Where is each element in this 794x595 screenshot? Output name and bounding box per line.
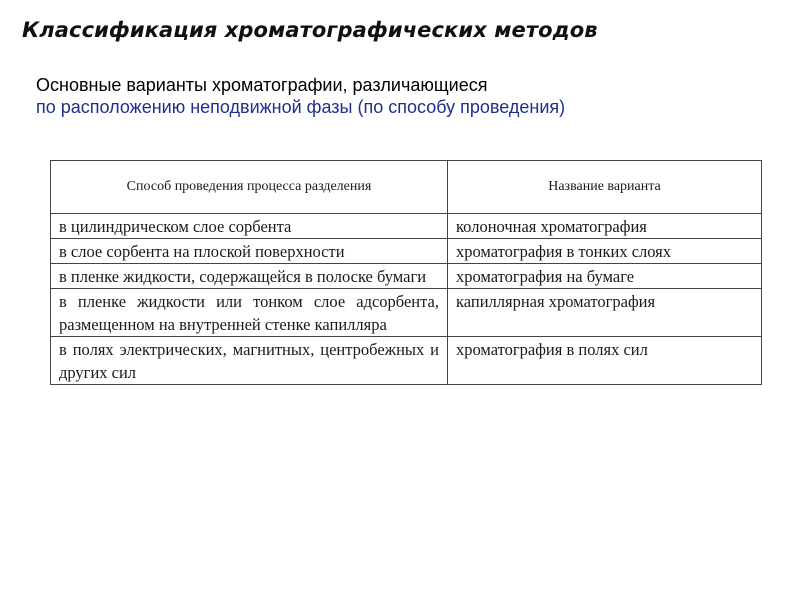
page-title: Классификация хроматографических методов	[22, 18, 598, 42]
subtitle-line-2: по расположению неподвижной фазы (по способу проведения)	[36, 97, 566, 117]
table-header-row	[51, 161, 762, 214]
table-row	[51, 239, 762, 264]
method-cell: в пленке жидкости или тонком слое адсорбента, размещенном на внутренней стенке капилляра	[51, 289, 448, 337]
table-row	[51, 264, 762, 289]
method-cell: в цилиндрическом слое сорбента	[51, 214, 448, 239]
method-cell: в пленке жидкости, содержащейся в полоске бумаги	[51, 264, 448, 289]
table-row	[51, 337, 762, 385]
method-cell: в полях электрических, магнитных, центробежных и других сил	[51, 337, 448, 385]
subtitle-line-1: Основные варианты хроматографии, различающиеся	[36, 75, 488, 95]
variant-name-cell: колоночная хроматография	[448, 214, 762, 239]
variant-name-cell: капиллярная хроматография	[448, 289, 762, 337]
variant-name-cell: хроматография на бумаге	[448, 264, 762, 289]
method-cell: в слое сорбента на плоской поверхности	[51, 239, 448, 264]
table-row	[51, 214, 762, 239]
table-row	[51, 289, 762, 337]
variant-name-cell: хроматография в полях сил	[448, 337, 762, 385]
header-method: Способ проведения процесса разделения	[51, 161, 448, 214]
classification-table	[50, 160, 762, 385]
variant-name-cell: хроматография в тонких слоях	[448, 239, 762, 264]
header-variant-name: Название варианта	[448, 161, 762, 214]
